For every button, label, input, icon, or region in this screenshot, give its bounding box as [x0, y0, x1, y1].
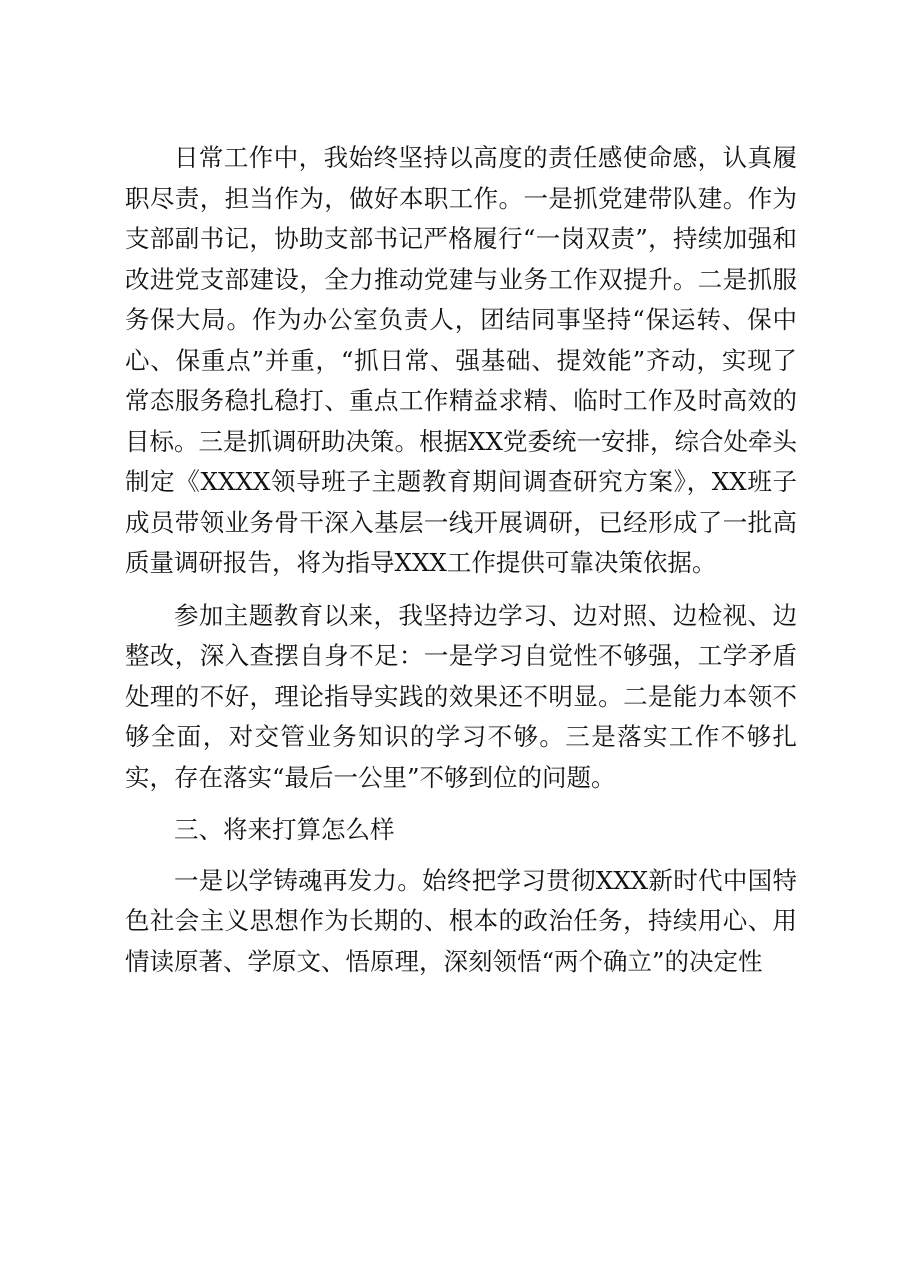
paragraph-theme-education: 参加主题教育以来，我坚持边学习、边对照、边检视、边整改，深入查摆自身不足：一是学习自觉性不够强，工学矛盾处理的不好，理论指导实践的效果还不明显。二是能力本领不够全面，对交管业务知识的学习不够。三是落实工作不够扎实，存在落实“最后一公里”不够到位的问题。: [125, 600, 797, 792]
paragraph-daily-work: 日常工作中，我始终坚持以高度的责任感使命感，认真履职尽责，担当作为，做好本职工作。一是抓党建带队建。作为支部副书记，协助支部书记严格履行“一岗双责”，持续加强和改进党支部建设，全力推动党建与业务工作双提升。二是抓服务保大局。作为办公室负责人，团结同事坚持“保运转、保中心、保重点”并重，“抓日常、强基础、提效能”齐动，实现了常态服务稳扎稳打、重点工作精益求精、临时工作及时高效的目标。三是抓调研助决策。根据XX党委统一安排，综合处牵头制定《XXXX领导班子主题教育期间调查研究方案》，XX班子成员带领业务骨干深入基层一线开展调研，已经形成了一批高质量调研报告，将为指导XXX工作提供可靠决策依据。: [125, 143, 797, 577]
paragraph-future-plan-one: 一是以学铸魂再发力。始终把学习贯彻XXX新时代中国特色社会主义思想作为长期的、根本的政治任务，持续用心、用情读原著、学原文、悟原理，深刻领悟“两个确立”的决定性: [125, 865, 797, 976]
section-heading-future-plans: 三、将来打算怎么样: [174, 815, 395, 844]
document-body: [125, 138, 797, 994]
